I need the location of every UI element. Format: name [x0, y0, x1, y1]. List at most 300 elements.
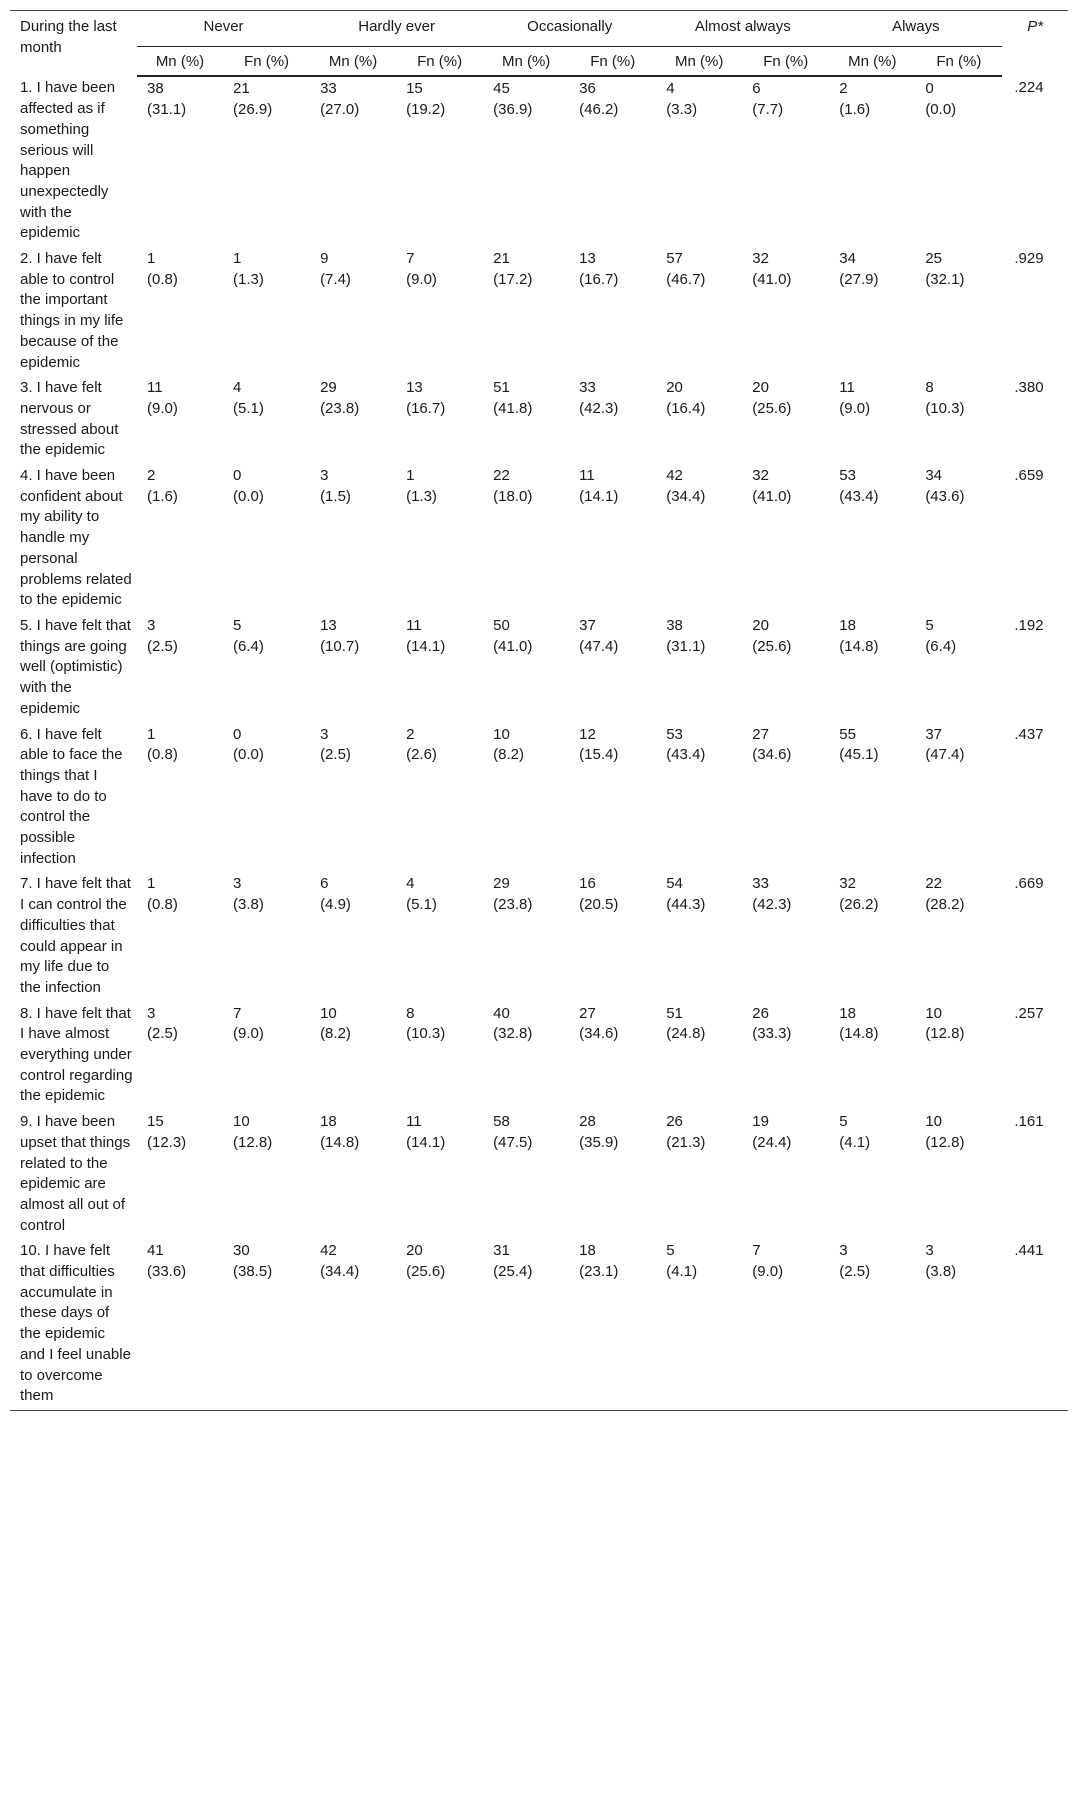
subheader-fn: Fn (%): [396, 46, 483, 76]
value-cell: [483, 1110, 569, 1239]
value-cell: [396, 464, 483, 614]
percent-value: (19.2): [406, 101, 446, 119]
percent-value: (34.4): [666, 487, 706, 505]
value-cell: [829, 1110, 915, 1239]
count-value: 11: [406, 616, 422, 634]
value-cell: [137, 1002, 223, 1111]
percent-value: (20.5): [579, 896, 619, 914]
value-cell: [310, 247, 396, 376]
value-cell: [137, 464, 223, 614]
value-cell: [310, 464, 396, 614]
percent-value: (26.2): [839, 896, 879, 914]
p-value: .441: [1002, 1239, 1068, 1410]
percent-value: (41.8): [493, 399, 533, 417]
value-cell: [656, 376, 742, 464]
count-value: 32: [752, 250, 769, 268]
count-value: 15: [146, 1113, 164, 1131]
count-value: 18: [839, 616, 856, 634]
count-value: 1: [146, 250, 156, 268]
percent-value: (7.4): [320, 270, 351, 288]
count-value: 4: [406, 875, 415, 893]
value-cell: [223, 1239, 310, 1410]
value-cell: [915, 1110, 1002, 1239]
subheader-fn: Fn (%): [569, 46, 656, 76]
count-value: 0: [233, 725, 242, 743]
table-row: [10, 1239, 1068, 1410]
percent-value: (1.6): [146, 487, 178, 505]
p-value: .437: [1014, 725, 1044, 743]
value-cell: [569, 1239, 656, 1410]
value-cell: [569, 247, 656, 376]
value-cell: [137, 76, 223, 247]
count-value: 29: [320, 379, 337, 397]
count-value: 53: [666, 725, 683, 743]
count-value: 0: [925, 80, 934, 98]
count-value: 51: [666, 1004, 683, 1022]
p-value: .659: [1014, 467, 1044, 485]
count-value: 3: [146, 1004, 156, 1022]
value-cell: [829, 1002, 915, 1111]
percent-value: (23.1): [579, 1263, 619, 1281]
value-cell: [915, 1002, 1002, 1111]
value-cell: [829, 376, 915, 464]
count-value: 5: [666, 1242, 675, 1260]
group-header-almost-always: Almost always: [656, 11, 829, 47]
percent-value: (12.8): [925, 1133, 965, 1151]
table-row: [10, 76, 1068, 247]
count-value: 42: [320, 1242, 337, 1260]
percent-value: (44.3): [666, 896, 706, 914]
count-value: 55: [839, 725, 856, 743]
count-value: 38: [146, 80, 164, 98]
value-cell: [569, 614, 656, 723]
p-value: .380: [1014, 379, 1044, 397]
percent-value: (2.5): [839, 1263, 871, 1281]
count-value: 18: [320, 1113, 337, 1131]
percent-value: (33.3): [752, 1025, 792, 1043]
value-cell: [223, 872, 310, 1001]
count-value: 5: [839, 1113, 848, 1131]
percent-value: (9.0): [233, 1025, 264, 1043]
value-cell: [396, 1110, 483, 1239]
count-value: 3: [320, 467, 329, 485]
value-cell: [742, 614, 829, 723]
value-cell: [310, 376, 396, 464]
value-cell: [656, 872, 742, 1001]
p-value: .929: [1014, 250, 1044, 268]
count-value: 21: [493, 250, 510, 268]
percent-value: (14.1): [406, 1133, 446, 1151]
subheader-mn: Mn (%): [656, 46, 742, 76]
count-value: 33: [752, 875, 769, 893]
p-value: .161: [1014, 1113, 1044, 1131]
percent-value: (1.3): [406, 487, 437, 505]
p-value: .192: [1014, 616, 1044, 634]
value-cell: [915, 376, 1002, 464]
count-value: 26: [752, 1004, 769, 1022]
percent-value: (34.4): [320, 1263, 360, 1281]
value-cell: [137, 872, 223, 1001]
percent-value: (4.1): [666, 1263, 698, 1281]
value-cell: [310, 1239, 396, 1410]
value-cell: [396, 723, 483, 873]
value-cell: [569, 1002, 656, 1111]
value-cell: [742, 723, 829, 873]
value-cell: [310, 872, 396, 1001]
percent-value: (34.6): [579, 1025, 619, 1043]
count-value: 5: [233, 616, 242, 634]
value-cell: [223, 1002, 310, 1111]
item-label: 9. I have been upset that things related to the epidemic are almost all out of control: [20, 1113, 131, 1234]
percent-value: (36.9): [493, 101, 533, 119]
table-row: [10, 247, 1068, 376]
row-header-label: During the last month: [10, 11, 137, 77]
percent-value: (46.7): [666, 270, 706, 288]
count-value: 11: [579, 467, 595, 485]
value-cell: [396, 614, 483, 723]
table-row: [10, 723, 1068, 873]
value-cell: [137, 723, 223, 873]
count-value: 10: [925, 1113, 942, 1131]
count-value: 6: [320, 875, 329, 893]
count-value: 45: [493, 80, 510, 98]
percent-value: (42.3): [752, 896, 792, 914]
value-cell: [742, 1002, 829, 1111]
percent-value: (32.1): [925, 270, 965, 288]
count-value: 13: [406, 379, 423, 397]
count-value: 10: [925, 1004, 942, 1022]
count-value: 9: [320, 250, 329, 268]
percent-value: (38.5): [233, 1263, 273, 1281]
percent-value: (0.8): [146, 896, 178, 914]
value-cell: [569, 376, 656, 464]
value-cell: [656, 76, 742, 247]
percent-value: (43.4): [839, 487, 879, 505]
count-value: 1: [406, 467, 415, 485]
table-header: [10, 11, 1068, 77]
value-cell: [569, 464, 656, 614]
percent-value: (25.6): [752, 399, 792, 417]
subheader-fn: Fn (%): [742, 46, 829, 76]
value-cell: [829, 872, 915, 1001]
value-cell: [829, 247, 915, 376]
value-cell: [483, 76, 569, 247]
value-cell: [915, 76, 1002, 247]
table-row: [10, 614, 1068, 723]
count-value: 18: [579, 1242, 596, 1260]
count-value: 3: [925, 1242, 934, 1260]
percent-value: (2.5): [320, 746, 351, 764]
value-cell: [915, 872, 1002, 1001]
count-value: 34: [839, 250, 856, 268]
value-cell: [742, 247, 829, 376]
percent-value: (8.2): [493, 746, 524, 764]
value-cell: [396, 872, 483, 1001]
count-value: 10: [233, 1113, 250, 1131]
item-label: 2. I have felt able to control the important things in my life because of the epidemic: [20, 250, 124, 371]
count-value: 7: [233, 1004, 242, 1022]
percent-value: (23.8): [493, 896, 533, 914]
percent-value: (1.5): [320, 487, 351, 505]
count-value: 27: [752, 725, 769, 743]
count-value: 53: [839, 467, 856, 485]
item-label: 1. I have been affected as if something serious will happen unexpectedly with the epidemic: [20, 79, 116, 242]
value-cell: [396, 247, 483, 376]
percent-value: (9.0): [406, 270, 437, 288]
percent-value: (10.3): [406, 1025, 446, 1043]
percent-value: (5.1): [233, 399, 264, 417]
value-cell: [223, 464, 310, 614]
value-cell: [310, 614, 396, 723]
table-row: [10, 1002, 1068, 1111]
percent-value: (47.5): [493, 1133, 533, 1151]
count-value: 20: [752, 616, 769, 634]
count-value: 36: [579, 80, 596, 98]
percent-value: (16.4): [666, 399, 706, 417]
percent-value: (14.8): [839, 1025, 879, 1043]
count-value: 41: [146, 1242, 164, 1260]
value-cell: [829, 1239, 915, 1410]
count-value: 3: [839, 1242, 848, 1260]
count-value: 10: [493, 725, 510, 743]
value-cell: [656, 614, 742, 723]
value-cell: [310, 723, 396, 873]
value-cell: [829, 723, 915, 873]
count-value: 13: [579, 250, 596, 268]
percent-value: (14.8): [839, 637, 879, 655]
value-cell: [137, 614, 223, 723]
table-body: [10, 76, 1068, 1410]
percent-value: (34.6): [752, 746, 792, 764]
count-value: 28: [579, 1113, 596, 1131]
percent-value: (35.9): [579, 1133, 619, 1151]
count-value: 27: [579, 1004, 596, 1022]
value-cell: [915, 614, 1002, 723]
table-row: [10, 376, 1068, 464]
count-value: 54: [666, 875, 683, 893]
value-cell: [829, 614, 915, 723]
value-cell: [915, 723, 1002, 873]
value-cell: [137, 376, 223, 464]
subheader-mn: Mn (%): [829, 46, 915, 76]
percent-value: (14.8): [320, 1133, 360, 1151]
percent-value: (8.2): [320, 1025, 351, 1043]
percent-value: (0.8): [146, 746, 178, 764]
percent-value: (24.8): [666, 1025, 706, 1043]
percent-value: (47.4): [925, 746, 965, 764]
value-cell: [569, 872, 656, 1001]
count-value: 6: [752, 80, 761, 98]
item-label: 4. I have been confident about my ability to handle my personal problems related to the epidemic: [20, 467, 132, 609]
count-value: 8: [925, 379, 934, 397]
percent-value: (41.0): [493, 637, 533, 655]
count-value: 3: [146, 616, 156, 634]
count-value: 42: [666, 467, 683, 485]
count-value: 31: [493, 1242, 510, 1260]
count-value: 38: [666, 616, 683, 634]
percent-value: (23.8): [320, 399, 360, 417]
percent-value: (0.0): [925, 101, 957, 119]
value-cell: [310, 1002, 396, 1111]
percent-value: (14.1): [579, 487, 619, 505]
count-value: 18: [839, 1004, 856, 1022]
percent-value: (5.1): [406, 896, 437, 914]
percent-value: (17.2): [493, 270, 533, 288]
value-cell: [656, 1002, 742, 1111]
value-cell: [223, 1110, 310, 1239]
count-value: 11: [406, 1113, 422, 1131]
percent-value: (6.4): [925, 637, 957, 655]
count-value: 37: [925, 725, 942, 743]
percent-value: (4.9): [320, 896, 351, 914]
value-cell: [656, 1110, 742, 1239]
count-value: 20: [752, 379, 769, 397]
count-value: 3: [320, 725, 329, 743]
value-cell: [656, 464, 742, 614]
subheader-fn: Fn (%): [915, 46, 1002, 76]
percent-value: (9.0): [752, 1263, 784, 1281]
count-value: 4: [666, 80, 675, 98]
count-value: 20: [406, 1242, 423, 1260]
value-cell: [310, 76, 396, 247]
percent-value: (47.4): [579, 637, 619, 655]
count-value: 2: [146, 467, 156, 485]
count-value: 11: [839, 379, 855, 397]
percent-value: (1.3): [233, 270, 264, 288]
value-cell: [569, 723, 656, 873]
subheader-mn: Mn (%): [483, 46, 569, 76]
value-cell: [915, 247, 1002, 376]
count-value: 0: [233, 467, 242, 485]
value-cell: [742, 464, 829, 614]
count-value: 1: [146, 725, 156, 743]
percent-value: (46.2): [579, 101, 619, 119]
p-value-header: P*: [1002, 11, 1068, 77]
item-label: 5. I have felt that things are going well (optimistic) with the epidemic: [20, 616, 131, 717]
value-cell: [569, 76, 656, 247]
percent-value: (16.7): [579, 270, 619, 288]
percent-value: (10.7): [320, 637, 360, 655]
group-header-occasionally: Occasionally: [483, 11, 656, 47]
percent-value: (6.4): [233, 637, 264, 655]
table-row: [10, 1110, 1068, 1239]
percent-value: (41.0): [752, 270, 792, 288]
value-cell: [137, 1110, 223, 1239]
value-cell: [396, 1239, 483, 1410]
value-cell: [223, 76, 310, 247]
percent-value: (27.9): [839, 270, 879, 288]
percent-value: (12.8): [233, 1133, 273, 1151]
percent-value: (15.4): [579, 746, 619, 764]
value-cell: [483, 1239, 569, 1410]
value-cell: [915, 464, 1002, 614]
count-value: 16: [579, 875, 596, 893]
count-value: 2: [406, 725, 415, 743]
count-value: 50: [493, 616, 510, 634]
table-row: [10, 872, 1068, 1001]
count-value: 2: [839, 80, 848, 98]
percent-value: (7.7): [752, 101, 784, 119]
count-value: 30: [233, 1242, 250, 1260]
value-cell: [137, 247, 223, 376]
value-cell: [396, 376, 483, 464]
value-cell: [483, 1002, 569, 1111]
percent-value: (10.3): [925, 399, 965, 417]
percent-value: (27.0): [320, 101, 360, 119]
count-value: 4: [233, 379, 242, 397]
count-value: 5: [925, 616, 934, 634]
percent-value: (14.1): [406, 637, 446, 655]
value-cell: [483, 872, 569, 1001]
value-cell: [656, 247, 742, 376]
count-value: 32: [839, 875, 856, 893]
value-cell: [483, 464, 569, 614]
count-value: 19: [752, 1113, 769, 1131]
p-value: .224: [1014, 79, 1044, 97]
value-cell: [656, 1239, 742, 1410]
subheader-mn: Mn (%): [310, 46, 396, 76]
count-value: 37: [579, 616, 596, 634]
value-cell: [483, 376, 569, 464]
percent-value: (12.3): [146, 1133, 187, 1151]
percent-value: (16.7): [406, 399, 446, 417]
group-header-never: Never: [137, 11, 310, 47]
value-cell: [742, 376, 829, 464]
value-cell: [569, 1110, 656, 1239]
percent-value: (0.0): [233, 487, 264, 505]
percent-value: (18.0): [493, 487, 533, 505]
percent-value: (42.3): [579, 399, 619, 417]
percent-value: (0.0): [233, 746, 264, 764]
percent-value: (31.1): [666, 637, 706, 655]
count-value: 8: [406, 1004, 415, 1022]
group-header-always: Always: [829, 11, 1002, 47]
percent-value: (3.8): [233, 896, 264, 914]
value-cell: [483, 247, 569, 376]
value-cell: [223, 247, 310, 376]
value-cell: [396, 1002, 483, 1111]
count-value: 13: [320, 616, 337, 634]
count-value: 7: [406, 250, 415, 268]
value-cell: [742, 1110, 829, 1239]
value-cell: [483, 723, 569, 873]
count-value: 22: [925, 875, 942, 893]
percent-value: (3.8): [925, 1263, 957, 1281]
value-cell: [829, 464, 915, 614]
value-cell: [742, 872, 829, 1001]
percent-value: (3.3): [666, 101, 698, 119]
percent-value: (2.5): [146, 1025, 178, 1043]
percent-value: (1.6): [839, 101, 871, 119]
percent-value: (31.1): [146, 101, 187, 119]
value-cell: [223, 376, 310, 464]
value-cell: [742, 1239, 829, 1410]
count-value: 10: [320, 1004, 337, 1022]
percent-value: (25.6): [752, 637, 792, 655]
count-value: 25: [925, 250, 942, 268]
count-value: 32: [752, 467, 769, 485]
percent-value: (21.3): [666, 1133, 706, 1151]
value-cell: [310, 1110, 396, 1239]
count-value: 7: [752, 1242, 761, 1260]
percent-value: (9.0): [839, 399, 871, 417]
percent-value: (33.6): [146, 1263, 187, 1281]
percent-value: (9.0): [146, 399, 178, 417]
percent-value: (32.8): [493, 1025, 533, 1043]
percent-value: (12.8): [925, 1025, 965, 1043]
value-cell: [829, 76, 915, 247]
subheader-mn: Mn (%): [137, 46, 223, 76]
